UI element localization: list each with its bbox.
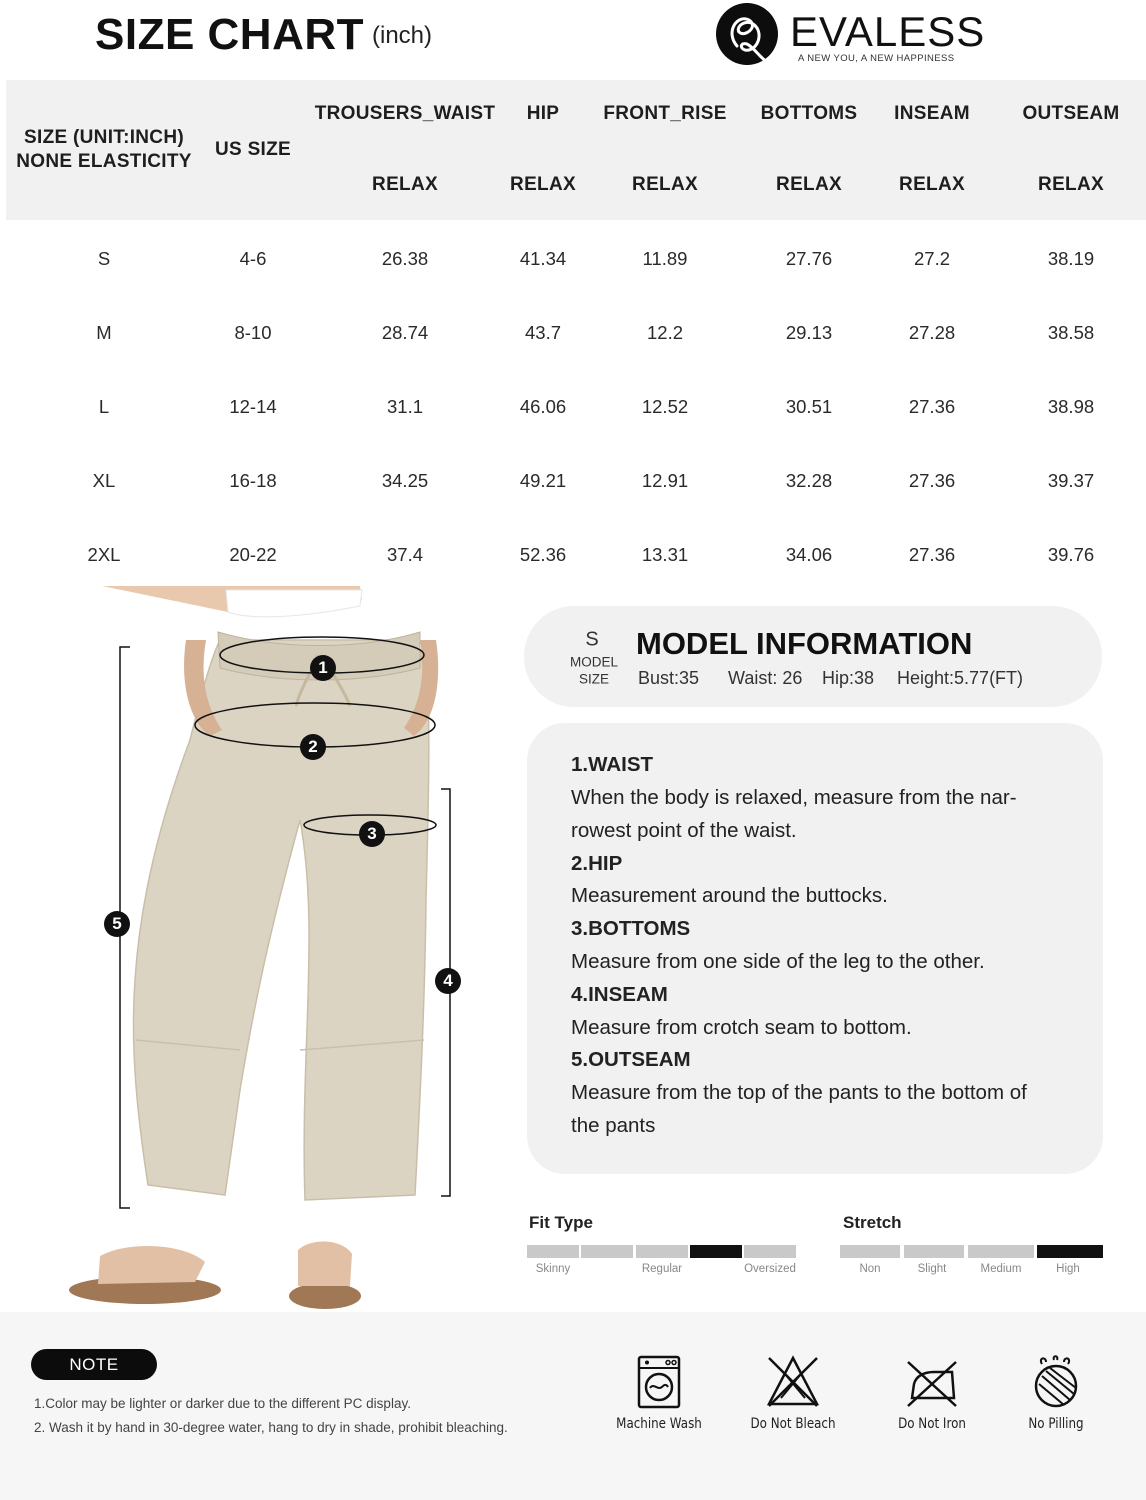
fit-label: RELAX [776, 174, 842, 195]
brand-name: EVALESS [790, 8, 986, 55]
outseam-guide-text: Measure from the top of the pants to the bottom of [571, 1081, 1027, 1104]
table-cell-hip: 52.36 [519, 544, 567, 565]
table-cell-size: 2XL [87, 544, 121, 565]
table-cell-inseam: 27.36 [908, 396, 956, 417]
no-pilling-icon [1028, 1354, 1084, 1410]
care-no-pilling [986, 1354, 1126, 1432]
right-sandal-strap [298, 1241, 352, 1286]
model-bust: Bust:35 [638, 668, 700, 688]
table-cell-size: XL [92, 470, 116, 491]
table-cell-us-size: 4-6 [239, 248, 267, 269]
table-cell-bottoms: 27.76 [785, 248, 833, 269]
table-cell-waist: 37.4 [386, 544, 424, 565]
outseam-guide-text: the pants [571, 1114, 656, 1137]
table-cell-hip: 43.7 [524, 322, 562, 343]
fit-type-segment [744, 1245, 796, 1258]
brand-tagline: A NEW YOU, A NEW HAPPINESS [798, 53, 955, 64]
note-line: 1.Color may be lighter or darker due to the different PC display. [34, 1396, 411, 1411]
model-size-label: MODEL [569, 654, 619, 670]
do-not-bleach-icon [765, 1354, 821, 1410]
table-cell-outseam: 38.98 [1047, 396, 1095, 417]
table-cell-us-size: 8-10 [234, 322, 272, 343]
fit-type-segment [581, 1245, 633, 1258]
table-cell-hip: 46.06 [519, 396, 567, 417]
outseam-header: OUTSEAM [1022, 103, 1120, 124]
table-cell-outseam: 39.76 [1047, 544, 1095, 565]
brand-logo-icon [715, 2, 781, 68]
size-chart-unit: (inch) [372, 22, 433, 49]
table-cell-waist: 28.74 [381, 322, 429, 343]
size-column-subheader: NONE ELASTICITY [16, 151, 192, 172]
table-cell-outseam: 38.19 [1047, 248, 1095, 269]
fit-type-segment [527, 1245, 579, 1258]
model-info-title: MODEL INFORMATION [636, 626, 973, 661]
hip-guide-text: Measurement around the buttocks. [571, 884, 888, 907]
table-header-band [6, 80, 1146, 220]
table-cell-front-rise: 13.31 [641, 544, 689, 565]
care-label: No Pilling [1028, 1416, 1084, 1432]
hip-guide-title: 2.HIP [571, 852, 623, 875]
marker-1: 1 [310, 655, 336, 681]
machine-wash-icon [636, 1354, 682, 1410]
waist-guide-text: rowest point of the waist. [571, 819, 797, 842]
fit-type-segment-active [690, 1245, 742, 1258]
fit-type-segment [636, 1245, 688, 1258]
stretch-segment-active [1037, 1245, 1103, 1258]
fit-label: RELAX [372, 174, 438, 195]
model-size-label: SIZE [578, 671, 610, 687]
marker-4: 4 [435, 968, 461, 994]
care-do-not-iron [862, 1354, 1002, 1432]
table-cell-waist: 31.1 [386, 396, 424, 417]
white-top [226, 590, 362, 617]
inseam-header: INSEAM [894, 103, 970, 124]
table-cell-size: L [98, 396, 110, 417]
inseam-guide-title: 4.INSEAM [571, 983, 668, 1006]
table-cell-us-size: 20-22 [229, 544, 277, 565]
care-machine-wash [589, 1354, 729, 1432]
table-cell-inseam: 27.36 [908, 470, 956, 491]
inseam-guide-text: Measure from crotch seam to bottom. [571, 1016, 912, 1039]
fit-type-label: Skinny [535, 1263, 571, 1275]
table-cell-waist: 26.38 [381, 248, 429, 269]
size-column-header: SIZE (UNIT:INCH) [24, 127, 184, 148]
care-label: Do Not Iron [898, 1416, 966, 1432]
marker-3: 3 [359, 821, 385, 847]
model-size-value: S [585, 628, 599, 651]
table-cell-hip: 49.21 [519, 470, 567, 491]
left-sandal-strap [98, 1246, 205, 1284]
table-cell-size: S [97, 248, 111, 269]
table-cell-size: M [96, 322, 112, 343]
table-cell-bottoms: 29.13 [785, 322, 833, 343]
stretch-segment [840, 1245, 900, 1258]
fit-type-label: Oversized [744, 1263, 796, 1275]
note-badge: NOTE [31, 1349, 157, 1380]
table-cell-waist: 34.25 [381, 470, 429, 491]
model-hip: Hip:38 [822, 668, 875, 688]
marker-5: 5 [104, 911, 130, 937]
stretch-title: Stretch [843, 1213, 902, 1232]
table-cell-front-rise: 12.2 [646, 322, 684, 343]
stretch-segment [904, 1245, 964, 1258]
stretch-label: Slight [917, 1263, 947, 1275]
note-line: 2. Wash it by hand in 30-degree water, hang to dry in shade, prohibit bleaching. [34, 1420, 508, 1435]
table-cell-front-rise: 11.89 [642, 248, 688, 269]
table-cell-front-rise: 12.52 [641, 396, 689, 417]
waist-guide-title: 1.WAIST [571, 753, 654, 776]
table-cell-outseam: 39.37 [1047, 470, 1095, 491]
stretch-label: Medium [980, 1263, 1022, 1275]
size-chart-title: SIZE CHART [95, 10, 364, 59]
table-cell-inseam: 27.28 [908, 322, 956, 343]
stretch-label: Non [859, 1263, 881, 1275]
fit-label: RELAX [632, 174, 698, 195]
fit-label: RELAX [1038, 174, 1104, 195]
fit-label: RELAX [510, 174, 576, 195]
front-rise-header: FRONT_RISE [603, 103, 727, 124]
bottoms-guide-text: Measure from one side of the leg to the other. [571, 950, 985, 973]
hip-header: HIP [526, 103, 560, 124]
right-sandal-sole [289, 1283, 361, 1309]
table-cell-us-size: 16-18 [229, 470, 277, 491]
table-cell-bottoms: 34.06 [785, 544, 833, 565]
model-waist: Waist: 26 [728, 668, 803, 688]
table-cell-front-rise: 12.91 [641, 470, 689, 491]
table-cell-bottoms: 32.28 [785, 470, 833, 491]
table-cell-inseam: 27.36 [908, 544, 956, 565]
us-size-header: US SIZE [214, 139, 292, 160]
table-cell-us-size: 12-14 [229, 396, 277, 417]
fit-type-label: Regular [641, 1263, 683, 1275]
pants-measurement-diagram [60, 586, 480, 1311]
care-label: Machine Wash [616, 1416, 702, 1432]
table-cell-inseam: 27.2 [913, 248, 951, 269]
stretch-label: High [1056, 1263, 1080, 1275]
do-not-iron-icon [904, 1354, 960, 1410]
table-cell-bottoms: 30.51 [785, 396, 833, 417]
outseam-guide-title: 5.OUTSEAM [571, 1048, 691, 1071]
table-cell-hip: 41.34 [519, 248, 567, 269]
waist-guide-text: When the body is relaxed, measure from the nar- [571, 786, 1017, 809]
model-height: Height:5.77(FT) [897, 668, 1024, 688]
care-do-not-bleach [723, 1354, 863, 1432]
waist-header: TROUSERS_WAIST [314, 103, 496, 124]
bottoms-guide-title: 3.BOTTOMS [571, 917, 691, 940]
marker-2: 2 [300, 734, 326, 760]
bottoms-header: BOTTOMS [760, 103, 858, 124]
stretch-segment [968, 1245, 1034, 1258]
pants-shape [133, 640, 428, 1200]
table-cell-outseam: 38.58 [1047, 322, 1095, 343]
care-label: Do Not Bleach [750, 1416, 836, 1432]
fit-type-title: Fit Type [529, 1213, 593, 1232]
fit-label: RELAX [899, 174, 965, 195]
